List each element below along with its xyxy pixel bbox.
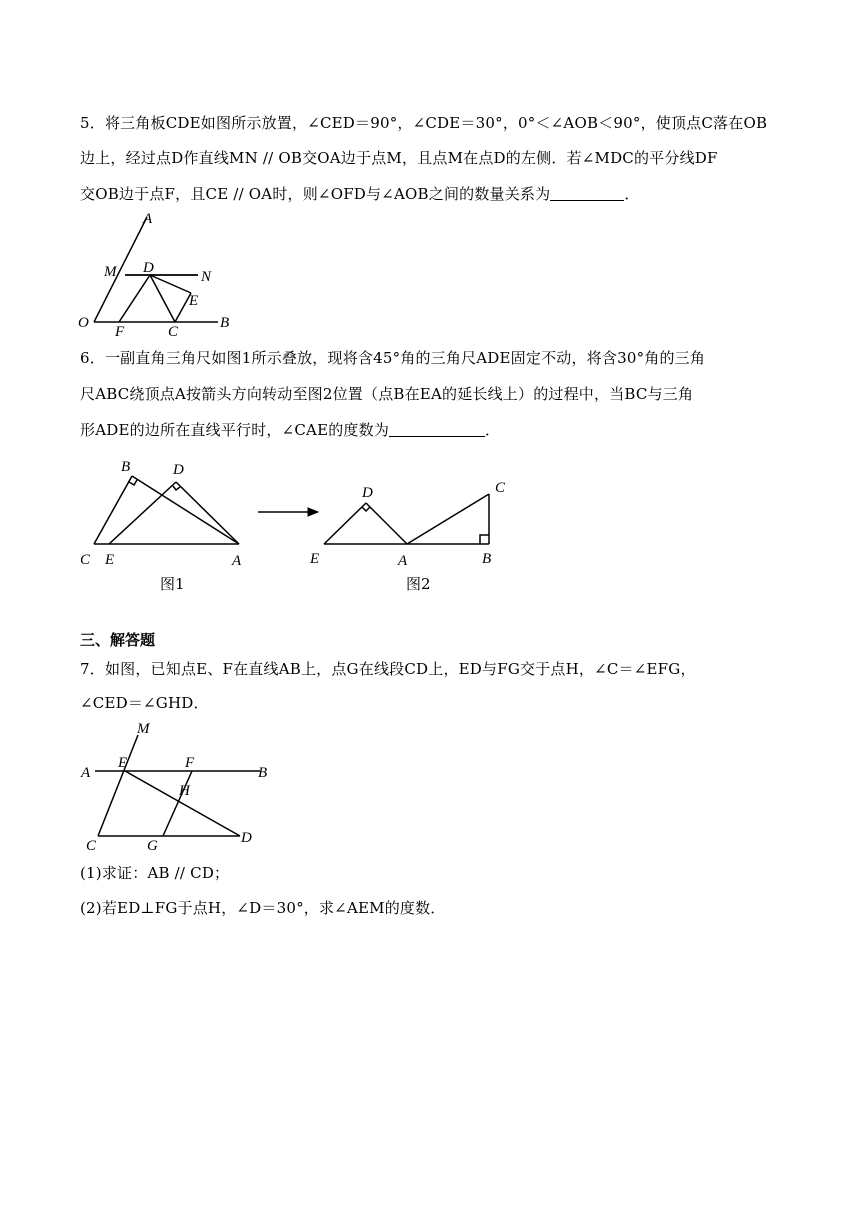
q7-text-line-1: 7．如图，已知点E、F在直线AB上，点G在线段CD上，ED与FG交于点H，∠C＝∠EFG， [80,660,696,678]
q7-label-M: M [137,721,150,737]
q6-text-line-3-body: 形ADE的边所在直线平行时，∠CAE的度数为 [80,421,390,439]
q7-label-B: B [258,765,268,781]
q6-answer-blank[interactable] [389,421,485,437]
q6-text-line-1: 6．一副直角三角尺如图1所示叠放，现将含45°角的三角尺ADE固定不动，将含30°角的三角 [80,349,706,367]
q5-label-E: E [189,293,199,309]
q5-figure [75,205,250,340]
q5-text-line-1: 5．将三角板CDE如图所示放置，∠CED＝90°，∠CDE＝30°，0°＜∠AOB＜90°，使顶点C落在OB [80,114,768,132]
q7-subquestion-1: (1)求证：AB // CD； [80,864,230,882]
q7-subquestion-2: (2)若ED⊥FG于点H，∠D＝30°，求∠AEM的度数． [80,899,446,917]
q7-figure [75,715,275,855]
section-heading: 三、解答题 [80,631,156,649]
fig2-label-E: E [310,551,320,567]
q7-label-A: A [81,765,91,781]
fig1-label-A: A [232,553,242,569]
fig1-label-B: B [121,459,131,475]
q7-label-H: H [179,783,190,799]
q5-text-line-2: 边上，经过点D作直线MN // OB交OA边于点M，且点M在点D的左侧．若∠MDC的平分线DF [80,149,718,167]
q5-label-M: M [104,264,117,280]
fig1-label-E: E [105,552,115,568]
q6-figures [72,452,522,597]
fig1-label-C: C [80,552,91,568]
q7-label-E: E [118,755,128,771]
fig1-label-D: D [173,462,184,478]
q5-label-C: C [168,324,179,340]
q5-label-N: N [201,269,212,285]
q6-text-line-3 [80,420,500,440]
fig1-caption: 图1 [160,575,185,593]
q5-answer-blank[interactable] [550,185,624,201]
q7-label-D: D [241,830,252,846]
q6-text-line-3-end: ． [485,421,501,439]
q5-label-F: F [115,324,125,340]
fig2-label-D: D [362,485,373,501]
fig2-label-A: A [398,553,408,569]
fig2-label-C: C [495,480,506,496]
q5-text-line-3 [80,184,640,204]
q5-label-B: B [220,315,230,331]
q7-label-C: C [86,838,97,854]
fig2-caption: 图2 [406,575,431,593]
q7-text-line-2: ∠CED＝∠GHD． [80,694,209,712]
q5-label-O: O [78,315,89,331]
q5-text-line-3-body: 交OB边于点F，且CE // OA时，则∠OFD与∠AOB之间的数量关系为 [80,185,551,203]
q5-label-D: D [143,260,154,276]
q5-text-line-3-end: ． [624,185,640,203]
q6-text-line-2: 尺ABC绕顶点A按箭头方向转动至图2位置（点B在EA的延长线上）的过程中，当BC与三角 [80,385,694,403]
fig2-label-B: B [482,551,492,567]
q7-label-G: G [147,838,158,854]
q5-label-A: A [143,211,153,227]
q7-label-F: F [185,755,195,771]
